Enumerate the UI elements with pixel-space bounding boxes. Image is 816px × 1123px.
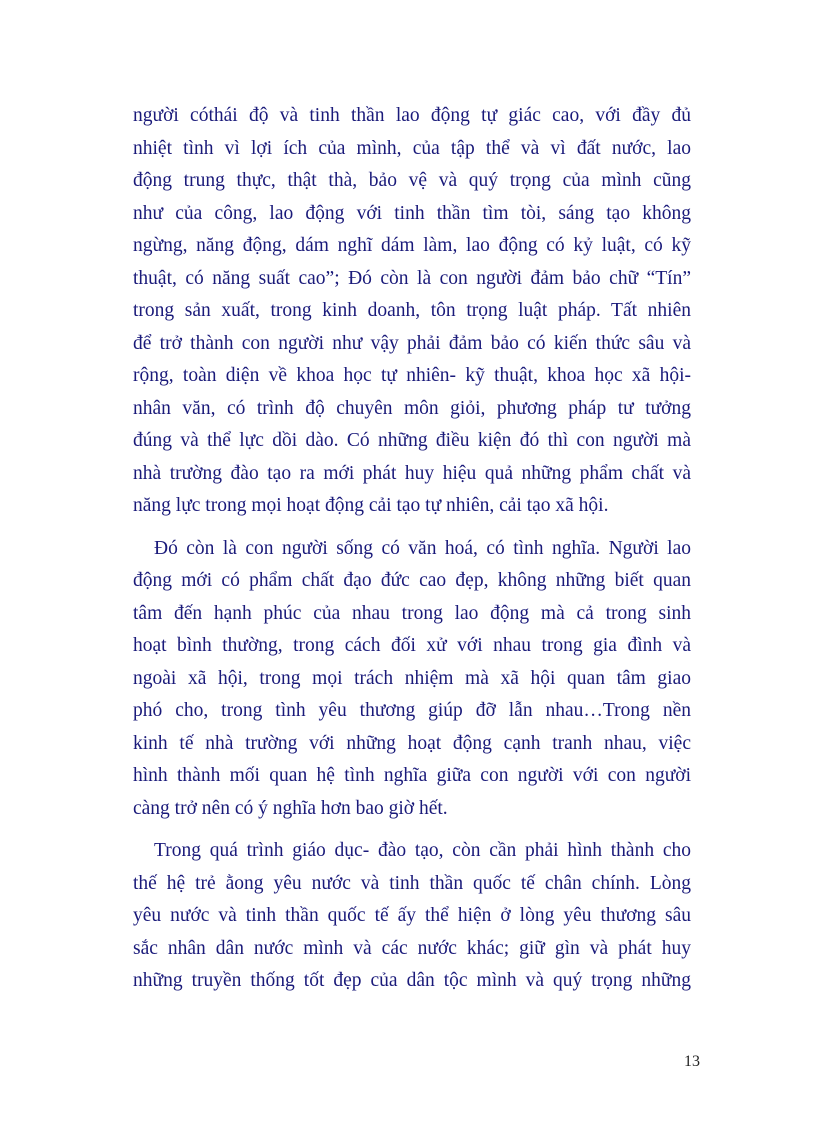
text-line: động trung thực, thật thà, bảo vệ và quý trọng của mình cũng (133, 170, 691, 191)
text-line: yêu nước và tinh thần quốc tế ấy thể hiện ở lòng yêu thương sâu (133, 905, 691, 926)
text-line: Đó còn là con người sống có văn hoá, có tình nghĩa. Người lao (154, 537, 691, 559)
paragraph-2 (133, 533, 691, 826)
text-line: sắc nhân dân nước mình và các nước khác; giữ gìn và phát huy (133, 937, 691, 959)
text-line: thế hệ trẻ ằong yêu nước và tinh thần quốc tế chân chính. Lòng (133, 872, 691, 894)
text-line: nhân văn, có trình độ chuyên môn giỏi, phương pháp tư tưởng (133, 397, 691, 419)
text-line: Trong quá trình giáo dục- đào tạo, còn cần phải hình thành cho (154, 840, 691, 861)
text-line: rộng, toàn diện về khoa học tự nhiên- kỹ thuật, khoa học xã hội- (133, 365, 691, 386)
text-line: những truyền thống tốt đẹp của dân tộc mình và quý trọng những (133, 970, 691, 991)
text-line: nhà trường đào tạo ra mới phát huy hiệu quả những phẩm chất và (133, 462, 691, 484)
text-line: đúng và thể lực dồi dào. Có những điều kiện đó thì con người mà (133, 430, 691, 451)
text-line: năng lực trong mọi hoạt động cải tạo tự nhiên, cải tạo xã hội. (133, 495, 609, 516)
text-line: hình thành mối quan hệ tình nghĩa giữa con người với con người (133, 765, 691, 786)
text-line: hoạt bình thường, trong cách đối xử với nhau trong gia đình và (133, 635, 691, 656)
text-line: phó cho, trong tình yêu thương giúp đỡ lẫn nhau…Trong nền (133, 700, 691, 721)
text-line: trong sản xuất, trong kinh doanh, tôn trọng luật pháp. Tất nhiên (133, 300, 691, 321)
text-line: kinh tế nhà trường với những hoạt động cạnh tranh nhau, việc (133, 732, 691, 754)
paragraph-3 (133, 835, 691, 998)
text-line: nhiệt tình vì lợi ích của mình, của tập thể và vì đất nước, lao (133, 137, 691, 159)
text-line: ngừng, năng động, dám nghĩ dám làm, lao động có kỷ luật, có kỹ (133, 235, 691, 256)
paragraph-1 (133, 100, 691, 523)
text-line: ngoài xã hội, trong mọi trách nhiệm mà xã hội quan tâm giao (133, 667, 691, 689)
text-line: người cóthái độ và tinh thần lao động tự giác cao, với đầy đủ (133, 105, 691, 126)
text-line: thuật, có năng suất cao”; Đó còn là con người đảm bảo chữ “Tín” (133, 267, 691, 289)
body-text (133, 100, 691, 998)
text-line: động mới có phẩm chất đạo đức cao đẹp, không những biết quan (133, 570, 691, 591)
page-number: 13 (684, 1053, 700, 1070)
text-line: để trở thành con người như vậy phải đảm bảo có kiến thức sâu và (133, 332, 691, 354)
text-line: tâm đến hạnh phúc của nhau trong lao động mà cả trong sinh (133, 602, 691, 624)
text-line: càng trở nên có ý nghĩa hơn bao giờ hết. (133, 797, 448, 819)
text-line: như của công, lao động với tinh thần tìm tòi, sáng tạo không (133, 202, 691, 224)
